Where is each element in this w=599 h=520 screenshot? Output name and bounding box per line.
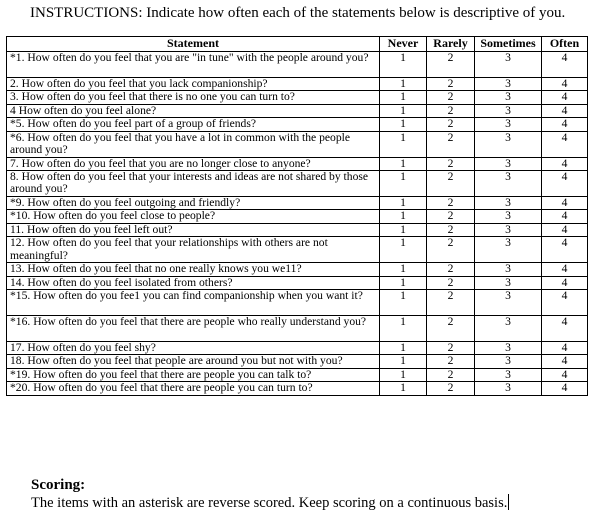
often-cell: 4 — [542, 382, 588, 395]
table-row — [7, 368, 588, 381]
rarely-cell: 2 — [427, 78, 475, 91]
loneliness-scale-table — [6, 36, 588, 396]
never-cell: 1 — [380, 316, 427, 342]
sometimes-cell: 3 — [475, 104, 542, 117]
statement-cell: 14. How often do you feel isolated from others? — [7, 276, 380, 289]
sometimes-cell: 3 — [475, 382, 542, 395]
often-cell: 4 — [542, 237, 588, 263]
header-statement: Statement — [7, 37, 380, 52]
often-cell: 4 — [542, 131, 588, 157]
never-cell: 1 — [380, 237, 427, 263]
statement-cell: 11. How often do you feel left out? — [7, 223, 380, 236]
rarely-cell: 2 — [427, 52, 475, 78]
statement-cell: 18. How often do you feel that people are around you but not with you? — [7, 355, 380, 368]
scoring-title: Scoring: — [31, 477, 86, 493]
table-row — [7, 237, 588, 263]
never-cell: 1 — [380, 131, 427, 157]
statement-cell: *16. How often do you feel that there are people who really understand you? — [7, 316, 380, 342]
statement-cell: *19. How often do you feel that there are people you can talk to? — [7, 368, 380, 381]
statement-cell: *9. How often do you feel outgoing and friendly? — [7, 197, 380, 210]
often-cell: 4 — [542, 157, 588, 170]
never-cell: 1 — [380, 52, 427, 78]
sometimes-cell: 3 — [475, 290, 542, 316]
never-cell: 1 — [380, 276, 427, 289]
sometimes-cell: 3 — [475, 263, 542, 276]
never-cell: 1 — [380, 368, 427, 381]
sometimes-cell: 3 — [475, 276, 542, 289]
rarely-cell: 2 — [427, 290, 475, 316]
never-cell: 1 — [380, 355, 427, 368]
sometimes-cell: 3 — [475, 157, 542, 170]
often-cell: 4 — [542, 78, 588, 91]
sometimes-cell: 3 — [475, 91, 542, 104]
rarely-cell: 2 — [427, 118, 475, 131]
rarely-cell: 2 — [427, 355, 475, 368]
rarely-cell: 2 — [427, 171, 475, 197]
rarely-cell: 2 — [427, 263, 475, 276]
table-row — [7, 171, 588, 197]
never-cell: 1 — [380, 223, 427, 236]
statement-cell: 8. How often do you feel that your interests and ideas are not shared by those around you? — [7, 171, 380, 197]
statement-cell: 12. How often do you feel that your relationships with others are not meaningful? — [7, 237, 380, 263]
often-cell: 4 — [542, 91, 588, 104]
table-row — [7, 210, 588, 223]
table-row — [7, 52, 588, 78]
table-row — [7, 197, 588, 210]
often-cell: 4 — [542, 263, 588, 276]
rarely-cell: 2 — [427, 382, 475, 395]
often-cell: 4 — [542, 171, 588, 197]
never-cell: 1 — [380, 342, 427, 355]
table-header-row — [7, 37, 588, 52]
rarely-cell: 2 — [427, 276, 475, 289]
rarely-cell: 2 — [427, 197, 475, 210]
statement-cell: *20. How often do you feel that there are people you can turn to? — [7, 382, 380, 395]
sometimes-cell: 3 — [475, 197, 542, 210]
never-cell: 1 — [380, 104, 427, 117]
often-cell: 4 — [542, 290, 588, 316]
table-row — [7, 263, 588, 276]
rarely-cell: 2 — [427, 131, 475, 157]
table-row — [7, 78, 588, 91]
often-cell: 4 — [542, 316, 588, 342]
statement-cell: *5. How often do you feel part of a group of friends? — [7, 118, 380, 131]
statement-cell: *10. How often do you feel close to people? — [7, 210, 380, 223]
rarely-cell: 2 — [427, 316, 475, 342]
table-row — [7, 342, 588, 355]
never-cell: 1 — [380, 263, 427, 276]
often-cell: 4 — [542, 197, 588, 210]
table-row — [7, 91, 588, 104]
often-cell: 4 — [542, 276, 588, 289]
rarely-cell: 2 — [427, 91, 475, 104]
sometimes-cell: 3 — [475, 171, 542, 197]
sometimes-cell: 3 — [475, 316, 542, 342]
never-cell: 1 — [380, 171, 427, 197]
rarely-cell: 2 — [427, 342, 475, 355]
often-cell: 4 — [542, 223, 588, 236]
table-row — [7, 131, 588, 157]
table-row — [7, 290, 588, 316]
never-cell: 1 — [380, 210, 427, 223]
sometimes-cell: 3 — [475, 210, 542, 223]
scoring-text-content: The items with an asterisk are reverse scored. Keep scoring on a continuous basis. — [31, 495, 508, 511]
rarely-cell: 2 — [427, 223, 475, 236]
sometimes-cell: 3 — [475, 368, 542, 381]
often-cell: 4 — [542, 118, 588, 131]
statement-cell: *6. How often do you feel that you have a lot in common with the people around you? — [7, 131, 380, 157]
instructions-text: INSTRUCTIONS: Indicate how often each of the statements below is descriptive of you. — [30, 5, 566, 21]
table-row — [7, 316, 588, 342]
sometimes-cell: 3 — [475, 131, 542, 157]
often-cell: 4 — [542, 210, 588, 223]
statement-cell: 3. How often do you feel that there is no one you can turn to? — [7, 91, 380, 104]
header-never: Never — [380, 37, 427, 52]
header-rarely: Rarely — [427, 37, 475, 52]
never-cell: 1 — [380, 197, 427, 210]
never-cell: 1 — [380, 91, 427, 104]
often-cell: 4 — [542, 368, 588, 381]
often-cell: 4 — [542, 52, 588, 78]
statement-cell: 13. How often do you feel that no one really knows you we11? — [7, 263, 380, 276]
sometimes-cell: 3 — [475, 118, 542, 131]
never-cell: 1 — [380, 118, 427, 131]
sometimes-cell: 3 — [475, 342, 542, 355]
header-sometimes: Sometimes — [475, 37, 542, 52]
statement-cell: *1. How often do you feel that you are "in tune" with the people around you? — [7, 52, 380, 78]
often-cell: 4 — [542, 104, 588, 117]
rarely-cell: 2 — [427, 104, 475, 117]
sometimes-cell: 3 — [475, 52, 542, 78]
sometimes-cell: 3 — [475, 355, 542, 368]
scoring-text[interactable] — [31, 494, 509, 512]
table-row — [7, 157, 588, 170]
table-row — [7, 382, 588, 395]
never-cell: 1 — [380, 78, 427, 91]
sometimes-cell: 3 — [475, 78, 542, 91]
statement-cell: 4 How often do you feel alone? — [7, 104, 380, 117]
never-cell: 1 — [380, 382, 427, 395]
header-often: Often — [542, 37, 588, 52]
often-cell: 4 — [542, 342, 588, 355]
scoring-section — [31, 477, 509, 512]
table-row — [7, 118, 588, 131]
rarely-cell: 2 — [427, 157, 475, 170]
often-cell: 4 — [542, 355, 588, 368]
statement-cell: *15. How often do you fee1 you can find companionship when you want it? — [7, 290, 380, 316]
sometimes-cell: 3 — [475, 237, 542, 263]
statement-cell: 17. How often do you feel shy? — [7, 342, 380, 355]
sometimes-cell: 3 — [475, 223, 542, 236]
table-row — [7, 104, 588, 117]
text-cursor — [508, 494, 509, 510]
table-row — [7, 223, 588, 236]
never-cell: 1 — [380, 157, 427, 170]
rarely-cell: 2 — [427, 210, 475, 223]
rarely-cell: 2 — [427, 237, 475, 263]
statement-cell: 2. How often do you feel that you lack companionship? — [7, 78, 380, 91]
table-row — [7, 276, 588, 289]
table-row — [7, 355, 588, 368]
statement-cell: 7. How often do you feel that you are no longer close to anyone? — [7, 157, 380, 170]
never-cell: 1 — [380, 290, 427, 316]
rarely-cell: 2 — [427, 368, 475, 381]
